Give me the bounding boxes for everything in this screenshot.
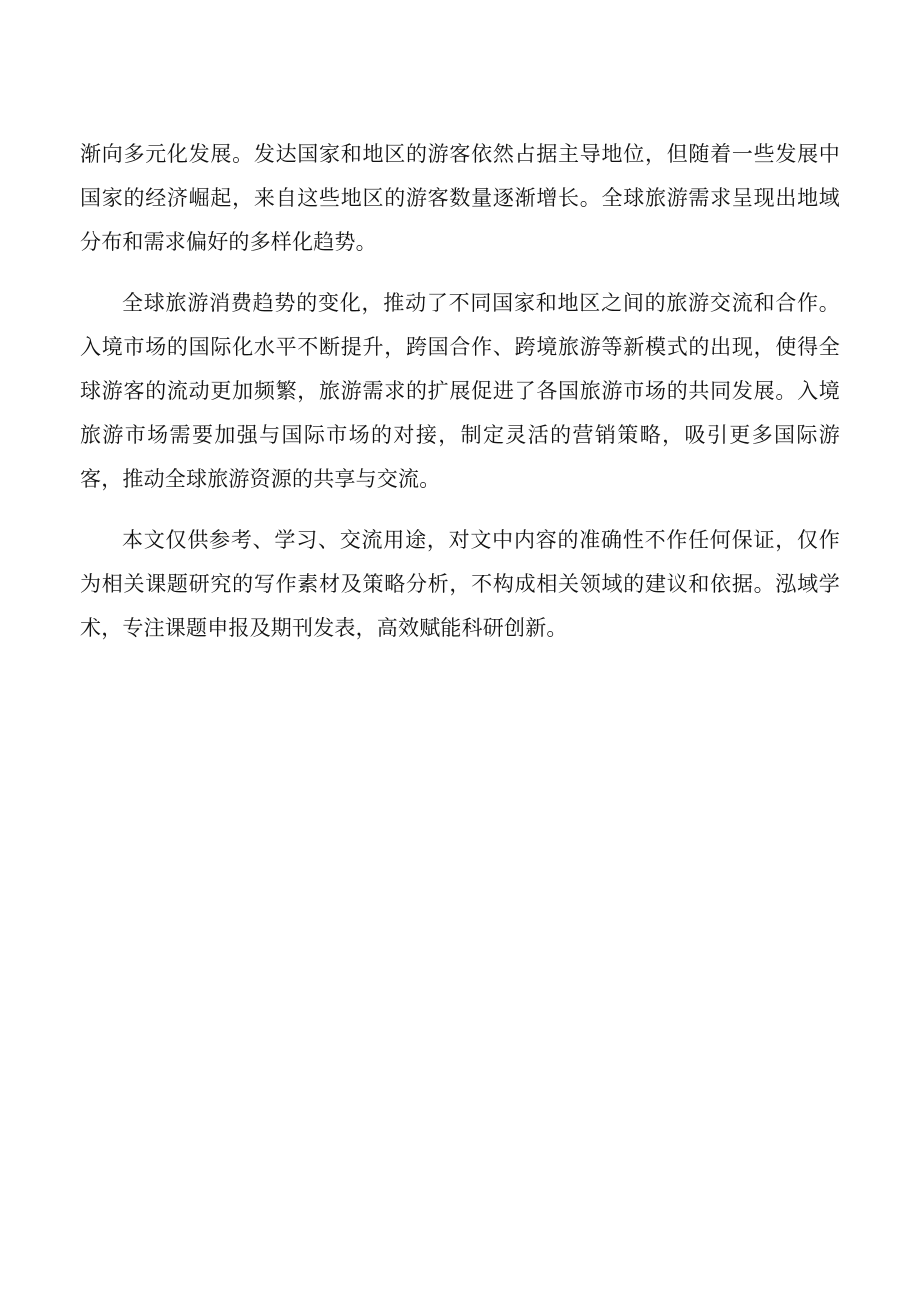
paragraph-continued: 渐向多元化发展。发达国家和地区的游客依然占据主导地位，但随着一些发展中国家的经济崛起，来自这些地区的游客数量逐渐增长。全球旅游需求呈现出地域分布和需求偏好的多样化趋势。 [80,142,840,254]
document-body [80,132,840,650]
paragraph-tourism-cooperation: 全球旅游消费趋势的变化，推动了不同国家和地区之间的旅游交流和合作。入境市场的国际化水平不断提升，跨国合作、跨境旅游等新模式的出现，使得全球游客的流动更加频繁，旅游需求的扩展促进了各国旅游市场的共同发展。入境旅游市场需要加强与国际市场的对接，制定灵活的营销策略，吸引更多国际游客，推动全球旅游资源的共享与交流。 [80,291,840,491]
paragraph-disclaimer: 本文仅供参考、学习、交流用途，对文中内容的准确性不作任何保证，仅作为相关课题研究的写作素材及策略分析，不构成相关领域的建议和依据。泓域学术，专注课题申报及期刊发表，高效赋能科研创新。 [80,528,840,640]
